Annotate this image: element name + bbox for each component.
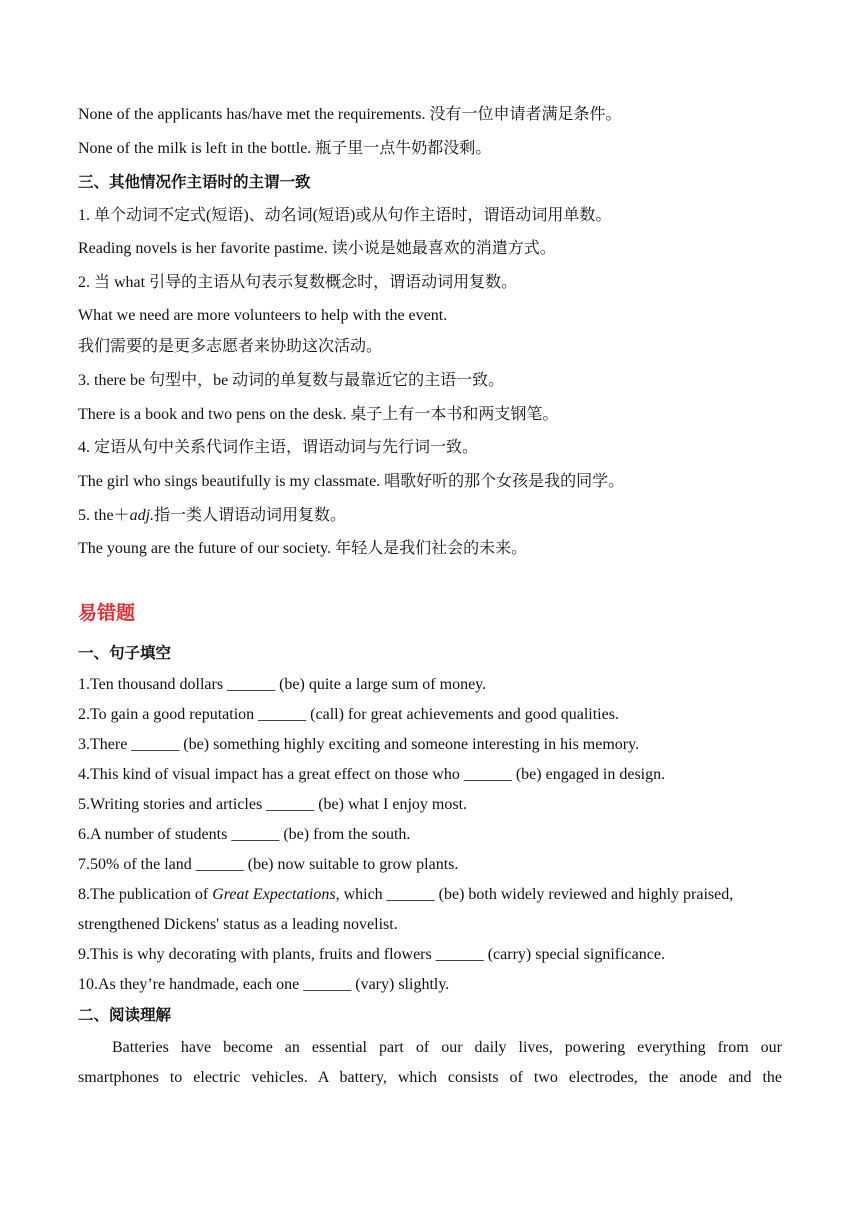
question-2: 2.To gain a good reputation ______ (call) for great achievements and good qualities. <box>78 706 619 723</box>
question-3: 3.There ______ (be) something highly exciting and someone interesting in his memory. <box>78 736 640 753</box>
question-8-prefix: 8.The publication of <box>78 886 213 903</box>
rule-5 <box>78 505 782 527</box>
example-none-milk: None of the milk is left in the bottle. 瓶子里一点牛奶都没剩。 <box>78 140 492 157</box>
question-8-title: Great Expectations <box>212 886 336 903</box>
question-7: 7.50% of the land ______ (be) now suitable to grow plants. <box>78 856 459 873</box>
question-6: 6.A number of students ______ (be) from the south. <box>78 826 411 843</box>
question-1: 1.Ten thousand dollars ______ (be) quite a large sum of money. <box>78 676 487 693</box>
question-9: 9.This is why decorating with plants, fruits and flowers ______ (carry) special significance. <box>78 946 665 963</box>
passage-line-1: Batteries have become an essential part of our daily lives, powering everything from our <box>112 1039 782 1056</box>
part2-heading: 二、阅读理解 <box>78 1006 172 1024</box>
rule-5-adj: adj. <box>129 507 155 524</box>
example-1: Reading novels is her favorite pastime. 读小说是她最喜欢的消遣方式。 <box>78 240 556 257</box>
part1-heading: 一、句子填空 <box>78 644 172 662</box>
section-title: 易错题 <box>78 602 136 624</box>
example-5: The young are the future of our society. 年轻人是我们社会的未来。 <box>78 540 528 557</box>
question-8-continued: strengthened Dickens' status as a leading novelist. <box>78 916 398 933</box>
rule-2: 2. 当 what 引导的主语从句表示复数概念时，谓语动词用复数。 <box>78 274 518 291</box>
example-3: There is a book and two pens on the desk. 桌子上有一本书和两支钢笔。 <box>78 406 559 423</box>
question-10: 10.As they’re handmade, each one ______ (vary) slightly. <box>78 976 450 993</box>
question-8 <box>78 884 782 906</box>
rule-4: 4. 定语从句中关系代词作主语，谓语动词与先行词一致。 <box>78 439 479 456</box>
example-none-applicants: None of the applicants has/have met the requirements. 没有一位申请者满足条件。 <box>78 106 622 123</box>
heading-other-subjects: 三、其他情况作主语时的主谓一致 <box>78 173 311 191</box>
rule-1: 1. 单个动词不定式(短语)、动名词(短语)或从句作主语时，谓语动词用单数。 <box>78 207 612 224</box>
question-8-suffix: , which ______ (be) both widely reviewed and highly praised, <box>335 886 734 903</box>
rule-5-suffix: 指一类人谓语动词用复数。 <box>154 507 347 524</box>
rule-5-prefix: 5. the＋ <box>78 507 130 524</box>
example-2-english: What we need are more volunteers to help with the event. <box>78 307 448 324</box>
rule-3: 3. there be 句型中，be 动词的单复数与最靠近它的主语一致。 <box>78 372 505 389</box>
example-2-chinese: 我们需要的是更多志愿者来协助这次活动。 <box>78 338 383 355</box>
question-4: 4.This kind of visual impact has a great effect on those who ______ (be) engaged in design. <box>78 766 666 783</box>
passage-line-2: smartphones to electric vehicles. A battery, which consists of two electrodes, the anode and the <box>78 1069 782 1086</box>
question-5: 5.Writing stories and articles ______ (be) what I enjoy most. <box>78 796 468 813</box>
example-4: The girl who sings beautifully is my classmate. 唱歌好听的那个女孩是我的同学。 <box>78 473 625 490</box>
